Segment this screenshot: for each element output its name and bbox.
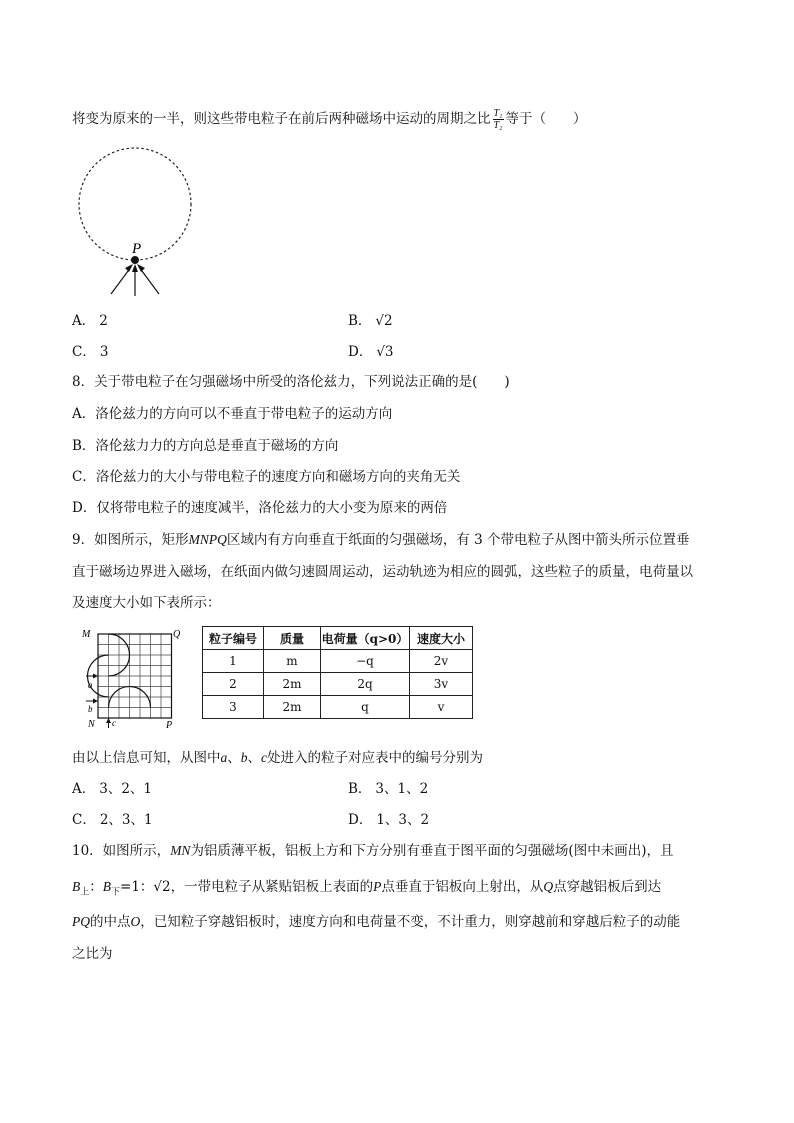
arrow-right [139,267,159,294]
table-row [203,696,473,719]
cell-id: 3 [203,696,264,719]
cell-speed: 3v [410,673,473,696]
q10-stem-line4: 之比为 [72,946,113,962]
q9-option-b: B． 3、1、2 [348,781,429,797]
q10-stem-line3: PQ的中点O，已知粒子穿越铝板时，速度方向和电荷量不变，不计重力，则穿越前和穿越后粒子的动能 [72,914,681,930]
arrowhead-left [125,264,133,272]
header-charge: 电荷量（q>0） [321,627,410,650]
q9-stem-line2: 直于磁场边界进入磁场，在纸面内做匀速圆周运动，运动轨迹为相应的圆弧，这些粒子的质量，电荷量以 [72,564,693,580]
entry-arrowhead-a [93,674,98,679]
cell-id: 2 [203,673,264,696]
arrow-left [111,267,131,294]
q10-stem-line1: 10．如图所示，MN为铝质薄平板，铝板上方和下方分别有垂直于图平面的匀强磁场(图中未画出)，且 [72,843,674,859]
point-p-label: P [132,241,142,257]
cell-charge: 2q [321,673,410,696]
q9-conclusion: 由以上信息可知，从图中a、b、c处进入的粒子对应表中的编号分别为 [72,750,483,766]
q10-stem-line2: $B_上$：$B_下=1$：√2，一带电粒子从紧贴铝板上表面的P点垂直于铝板向上射出，从Q点穿越铝板后到达 [72,879,662,898]
cell-charge: −q [321,650,410,673]
q9-option-a: A． 3、2、1 [72,781,153,797]
label-n: N [88,719,95,730]
cell-speed: v [410,696,473,719]
q9-grid-figure [80,624,192,730]
cell-charge: q [321,696,410,719]
table-row [203,650,473,673]
label-c: c [112,718,116,728]
cell-id: 1 [203,650,264,673]
q7-circle-figure [70,140,210,300]
cell-mass: 2m [264,696,321,719]
label-b: b [88,704,93,714]
q7-option-c: C． 3 [72,344,109,360]
q7-period-ratio [493,108,504,131]
q7-stem [72,108,587,131]
q8-option-a: A．洛伦兹力的方向可以不垂直于带电粒子的运动方向 [72,406,393,422]
q7-option-a: A． 2 [72,313,108,329]
arrowhead-middle [132,264,138,272]
header-mass: 质量 [264,627,321,650]
table-row [203,673,473,696]
entry-arrowhead-b [93,699,98,704]
cell-mass: 2m [264,673,321,696]
q9-option-c: C． 2、3、1 [72,812,153,828]
q8-option-b: B．洛伦兹力力的方向总是垂直于磁场的方向 [72,438,339,454]
table-header-row [203,627,473,650]
arrowhead-right [137,264,145,272]
cell-mass: m [264,650,321,673]
entry-arrowhead-c [106,718,111,723]
label-m: M [82,629,91,640]
header-speed: 速度大小 [410,627,473,650]
q9-stem-line3: 及速度大小如下表所示： [72,595,221,611]
header-id: 粒子编号 [203,627,264,650]
label-a: a [88,680,93,690]
q7-stem-end: 等于（ ） [505,111,587,127]
frac-denominator: T₂ [493,120,503,131]
q7-option-d: D． √3 [348,344,394,360]
q7-option-b: B． √2 [348,313,393,329]
q8-option-c: C．洛伦兹力的大小与带电粒子的速度方向和磁场方向的夹角无关 [72,469,461,485]
q9-option-d: D． 1、3、2 [348,812,430,828]
particle-table [202,626,473,719]
point-p-dot [131,256,139,264]
q9-stem-line1: 9．如图所示，矩形MNPQ区域内有方向垂直于纸面的匀强磁场，有 3 个带电粒子从图中箭头所示位置垂 [72,532,690,548]
q8-option-d: D．仅将带电粒子的速度减半，洛伦兹力的大小变为原来的两倍 [72,500,448,516]
q7-stem-text: 将变为原来的一半，则这些带电粒子在前后两种磁场中运动的周期之比 [72,111,491,127]
frac-numerator: T₁ [493,108,503,119]
label-q: Q [173,629,181,640]
q8-stem: 8．关于带电粒子在匀强磁场中所受的洛伦兹力，下列说法正确的是( ) [72,374,510,390]
label-p: P [166,720,173,730]
cell-speed: 2v [410,650,473,673]
